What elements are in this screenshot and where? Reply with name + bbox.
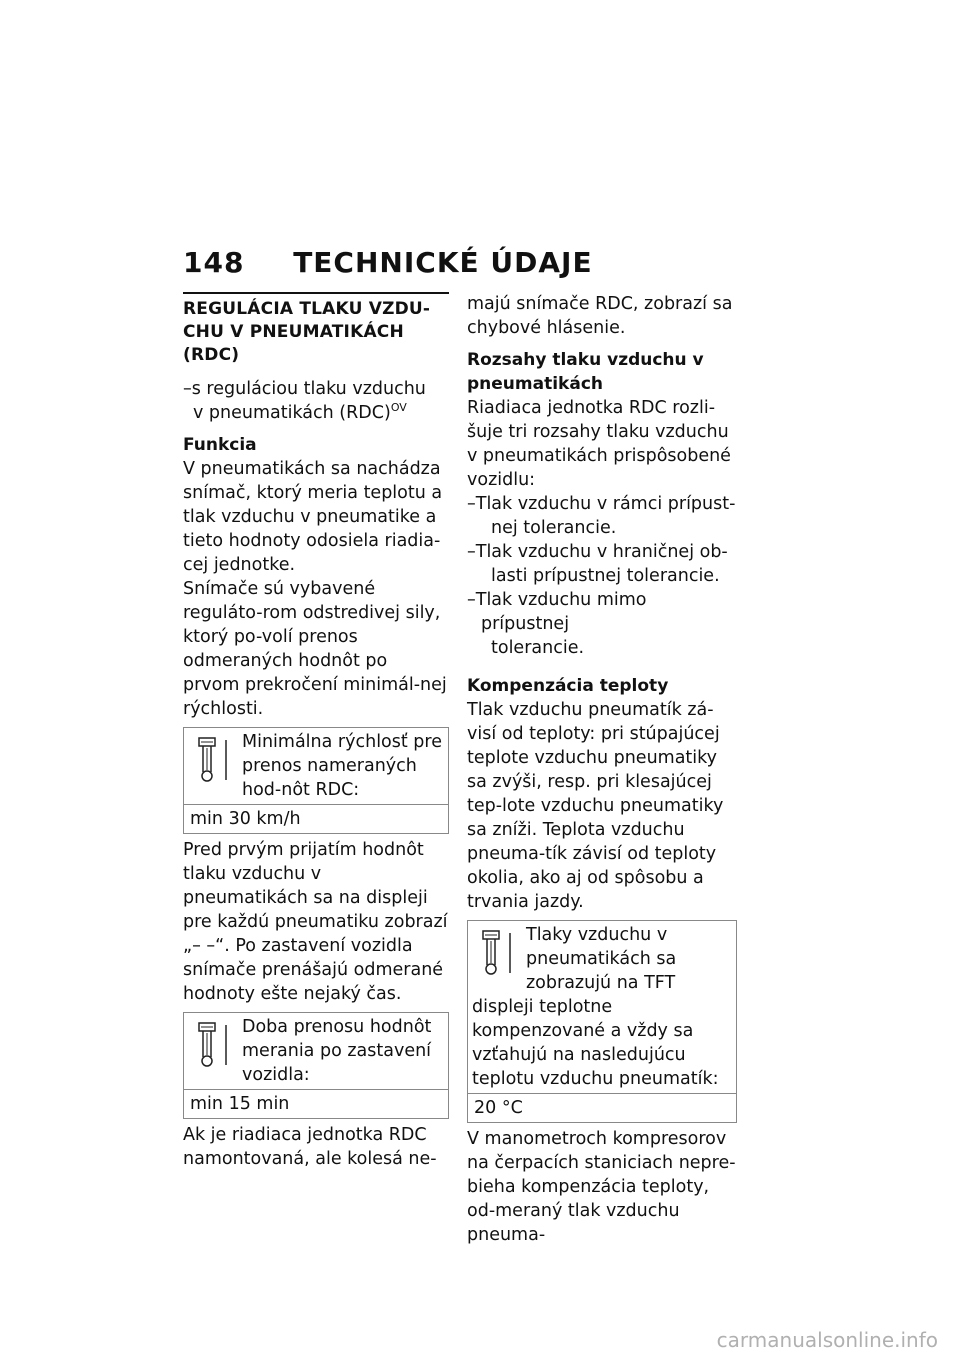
rozsahy-heading: Rozsahy tlaku vzduchu v pneumatikách	[467, 350, 704, 394]
list-item: –Tlak vzduchu mimo prípustnej tolerancie.	[467, 590, 647, 658]
list-item: –Tlak vzduchu v hraničnej ob- lasti prípustnej tolerancie.	[467, 542, 728, 586]
funkcia-heading: Funkcia	[183, 435, 257, 455]
page-number: 148	[183, 246, 245, 279]
note-value: min 30 km/h	[184, 804, 448, 833]
page-header	[183, 246, 593, 279]
tire-pressure-icon	[196, 1021, 232, 1069]
funkcia-paragraph-1: V pneumatikách sa nachádza snímač, ktorý meria teplotu a tlak vzduchu v pneumatike a tieto hodnoty odosiela riadia-cej jednotke.	[183, 459, 443, 575]
paragraph-continued: majú snímače RDC, zobrazí sa chybové hlásenie.	[467, 294, 733, 338]
watermark: carmanualsonline.info	[716, 1328, 938, 1352]
kompenzacia-paragraph: Tlak vzduchu pneumatík zá-visí od teploty: pri stúpajúcej teplote vzduchu pneumatiky sa zvýši, resp. pri klesajúcej tep-lote vzduchu pneumatiky sa zníži. Teplota vzduchu pneuma-tík závisí od teploty okolia, ako aj od spôsobu a trvania jazdy.	[467, 700, 724, 912]
paragraph-rdc-mounted: Ak je riadiaca jednotka RDC namontovaná, ale kolesá ne-	[183, 1125, 437, 1169]
funkcia-paragraph-2: Snímače sú vybavené reguláto-rom odstredivej sily, ktorý po-volí prenos odmeraných hodnôt po prvom prekročení minimál-nej rýchlosti.	[183, 579, 447, 719]
note-text: Doba prenosu hodnôt merania po zastavení vozidla:	[242, 1017, 432, 1085]
note-text: Tlaky vzduchu v pneumatikách sa zobrazujú na TFT displeji teplotne kompenzované a vždy sa vzťahujú na nasledujúcu teplotu vzduchu pneumatík:	[472, 925, 719, 1089]
option-superscript: OV	[390, 401, 407, 414]
note-text: Minimálna rýchlosť pre prenos nameraných hod-nôt RDC:	[242, 732, 442, 800]
tire-pressure-icon	[196, 736, 232, 784]
left-column	[183, 292, 449, 1171]
paragraph-before-receipt: Pred prvým prijatím hodnôt tlaku vzduchu v pneumatikách sa na displeji pre každú pneumatiku zobrazí „– –“. Po zastavení vozidla snímače prenášajú odmerané hodnoty ešte nejaký čas.	[183, 840, 448, 1004]
section-rule	[183, 292, 449, 294]
note-box-transfer-time	[183, 1012, 449, 1119]
option-line: –s reguláciou tlaku vzduchu v pneumatikách (RDC)$^{OV}$	[183, 379, 426, 423]
note-box-min-speed	[183, 727, 449, 834]
kompenzacia-heading: Kompenzácia teploty	[467, 676, 669, 696]
note-value: 20 °C	[468, 1093, 736, 1122]
section-title: REGULÁCIA TLAKU VZDU-CHU V PNEUMATIKÁCH (RDC)	[183, 299, 431, 365]
page-title: TECHNICKÉ ÚDAJE	[293, 246, 593, 279]
note-box-temperature	[467, 920, 737, 1123]
tire-pressure-icon	[480, 929, 516, 977]
right-column	[467, 292, 737, 1247]
note-value: min 15 min	[184, 1089, 448, 1118]
rozsahy-paragraph: Riadiaca jednotka RDC rozli-šuje tri rozsahy tlaku vzduchu v pneumatikách prispôsobené vozidlu:	[467, 398, 731, 490]
paragraph-compressors: V manometroch kompresorov na čerpacích staniciach nepre-bieha kompenzácia teploty, od-meraný tlak vzduchu pneuma-	[467, 1129, 736, 1245]
list-item: –Tlak vzduchu v rámci prípust- nej tolerancie.	[467, 494, 736, 538]
